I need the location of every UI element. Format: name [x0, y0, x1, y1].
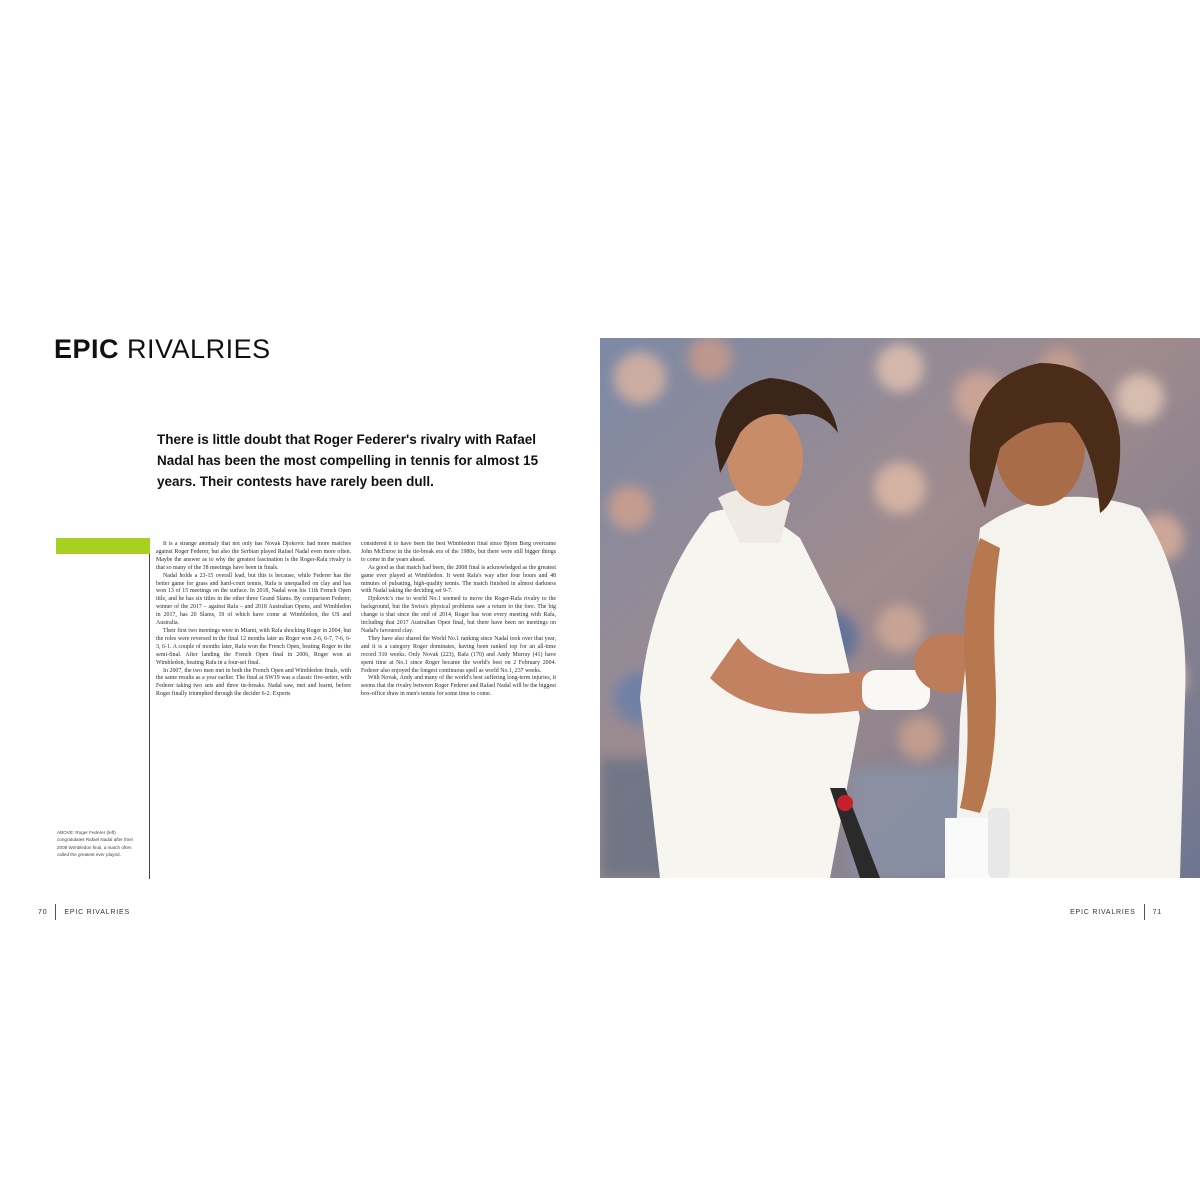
body-column-1 [156, 541, 351, 881]
intro-paragraph: There is little doubt that Roger Federer's rivalry with Rafael Nadal has been the most compelling in tennis for almost 15 years. Their contests have rarely been dull. [157, 432, 539, 489]
body-paragraph: Nadal holds a 23-15 overall lead, but this is because, while Federer has the better game for grass and hard-court tennis, Rafa is unequalled on clay and has won 13 of 15 meetings on the surface. In 2018, Nadal won his 11th French Open title, and he has six titles in the other three Grand Slams. By comparison Federer, winner of the 2017 – against Rafa – and 2018 Australian Opens, and Wimbledon in 2017, has 20 Slams, 19 of which have come at Wimbledon, the US and Australia. [156, 572, 351, 627]
footer-separator [55, 904, 56, 920]
photo-caption: ABOVE: Roger Federer (left) congratulates Rafael Nadal after their 2008 Wimbledon final, a match often called the greatest ever played. [57, 830, 134, 858]
footer-separator [1144, 904, 1145, 920]
body-paragraph: Their first two meetings were in Miami, with Rafa shocking Roger in 2004, but the roles were reversed in the final 12 months later as Roger won 2-6, 6-7, 7-6, 6-3, 6-1. A couple of months later, Rafa won the French Open, beating Roger in the semi-final. After landing the French Open final in 2006, Roger won at Wimbledon, beating Rafa in a four-set final. [156, 627, 351, 666]
accent-rule [149, 554, 150, 879]
footer-right [1070, 904, 1162, 920]
page-number-left: 70 [38, 908, 48, 916]
body-paragraph: It is a strange anomaly that not only has Novak Djokovic had more matches against Roger Federer, but also the Serbian played Rafael Nadal even more often. Maybe the answer as to why the greatest fascination is the Roger-Rafa rivalry is that so many of the 38 meetings have been in finals. [156, 541, 351, 571]
body-paragraph: They have also shared the World No.1 ranking since Nadal took over that year, and it is a category Roger dominates, having been ranked top for an all-time record 310 weeks. Only Novak (223), Rafa (170) and Andy Murray (41) have spent time at No.1 since Roger became the world's best on 2 February 2004. Federer also enjoyed the longest continuous spell as world No.1, 237 weeks. [361, 635, 556, 674]
page-number-right: 71 [1152, 908, 1162, 916]
body-column-2 [361, 541, 556, 881]
body-paragraph: In 2007, the two men met in both the French Open and Wimbledon finals, with the same results as a year earlier. The final at SW19 was a classic five-setter, with Federer taking two sets and three tie-breaks. Nadal saw, met and learnt, before Roger finally triumphed through the decider 6-2. Experts [156, 667, 351, 698]
accent-bar [56, 538, 150, 554]
body-paragraph: considered it to have been the best Wimbledon final since Bjorn Borg overcame John McEnroe in the tie-break era of the 1980s, but there were still bigger things to come in the years ahead. [361, 541, 556, 563]
body-paragraph: As good as that match had been, the 2008 final is acknowledged as the greatest game ever played at Wimbledon. It went Rafa's way after four hours and 48 minutes of pulsating, high-quality tennis. The match finished in almost darkness with Nadal taking the deciding set 9-7. [361, 564, 556, 595]
page-title [54, 334, 271, 365]
title-regular: RIVALRIES [127, 334, 271, 364]
body-paragraph: With Novak, Andy and many of the world's best suffering long-term injuries, it seems that the rivalry between Roger Federer and Rafael Nadal will be the biggest box-office draw in men's tennis for some time to come. [361, 675, 556, 698]
footer-left [38, 904, 130, 920]
title-bold: EPIC [54, 334, 120, 364]
running-head-right: EPIC RIVALRIES [1070, 908, 1136, 916]
federer-nadal-photo [600, 338, 1200, 878]
running-head-left: EPIC RIVALRIES [64, 908, 130, 916]
body-paragraph: Djokovic's rise to world No.1 seemed to move the Roger-Rafa rivalry to the background, but the Swiss's physical problems saw a return to the fore. The big change is that since the end of 2014, Roger has won every meeting with Rafa, including that 2017 Australian Open final, but there have been no meetings on Nadal's favoured clay. [361, 596, 556, 634]
